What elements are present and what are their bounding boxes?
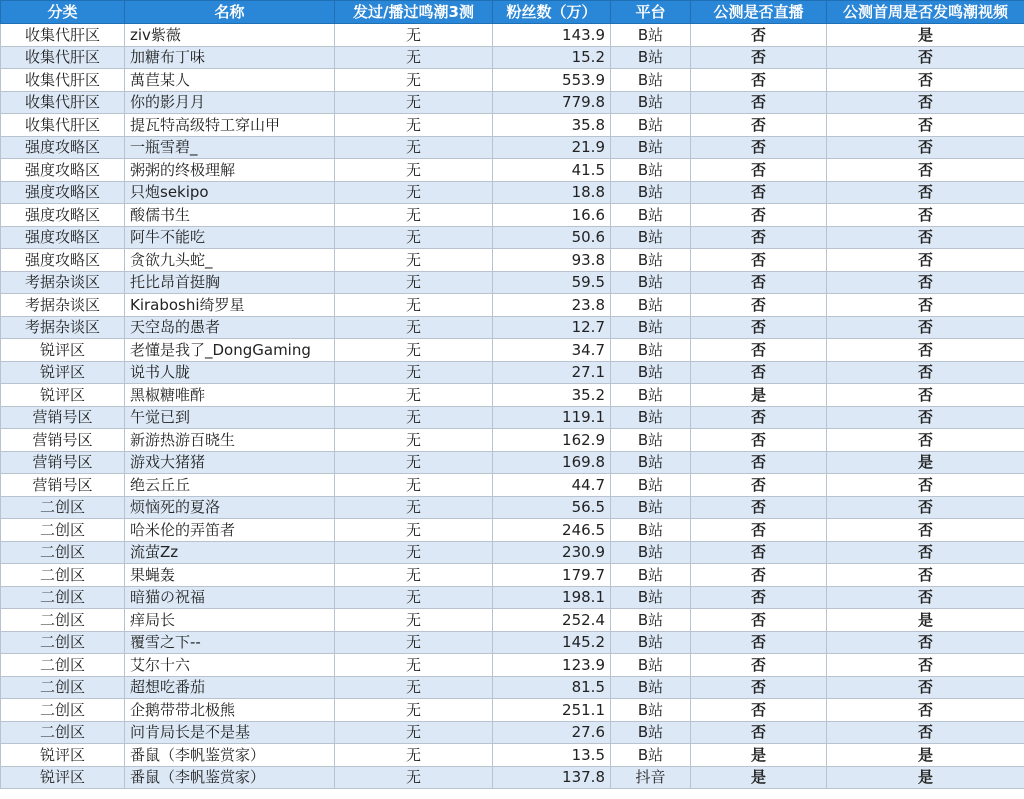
cell-category[interactable]: 收集代肝区: [1, 91, 125, 114]
cell-played-beta3[interactable]: 无: [335, 586, 493, 609]
cell-category[interactable]: 锐评区: [1, 339, 125, 362]
cell-category[interactable]: 营销号区: [1, 406, 125, 429]
cell-first-week-video[interactable]: 否: [827, 429, 1024, 452]
cell-first-week-video[interactable]: 否: [827, 114, 1024, 137]
cell-played-beta3[interactable]: 无: [335, 631, 493, 654]
cell-category[interactable]: 二创区: [1, 586, 125, 609]
cell-category[interactable]: 收集代肝区: [1, 46, 125, 69]
cell-name[interactable]: 哈米伦的弄笛者: [125, 519, 335, 542]
cell-played-beta3[interactable]: 无: [335, 699, 493, 722]
cell-first-week-video[interactable]: 否: [827, 699, 1024, 722]
cell-followers[interactable]: 162.9: [493, 429, 611, 452]
table-row: [1, 676, 1024, 699]
cell-first-week-video[interactable]: 否: [827, 249, 1024, 272]
cell-platform[interactable]: B站: [611, 159, 691, 182]
table-row: [1, 114, 1024, 137]
cell-played-beta3[interactable]: 无: [335, 474, 493, 497]
cell-first-week-video[interactable]: 否: [827, 406, 1024, 429]
cell-followers[interactable]: 169.8: [493, 451, 611, 474]
cell-first-week-video[interactable]: 否: [827, 69, 1024, 92]
header-platform[interactable]: 平台: [611, 1, 691, 24]
cell-name[interactable]: 托比昂首挺胸: [125, 271, 335, 294]
cell-name[interactable]: 企鹅带带北极熊: [125, 699, 335, 722]
table-row: [1, 249, 1024, 272]
cell-followers[interactable]: 12.7: [493, 316, 611, 339]
cell-first-week-video[interactable]: 否: [827, 159, 1024, 182]
cell-name[interactable]: 一瓶雪碧_: [125, 136, 335, 159]
cell-category[interactable]: 锐评区: [1, 744, 125, 767]
header-launch-live[interactable]: 公测是否直播: [691, 1, 827, 24]
cell-played-beta3[interactable]: 无: [335, 226, 493, 249]
cell-category[interactable]: 收集代肝区: [1, 114, 125, 137]
cell-platform[interactable]: B站: [611, 91, 691, 114]
table-row: [1, 586, 1024, 609]
cell-name[interactable]: 游戏大猪猪: [125, 451, 335, 474]
cell-category[interactable]: 二创区: [1, 609, 125, 632]
cell-played-beta3[interactable]: 无: [335, 384, 493, 407]
cell-platform[interactable]: B站: [611, 721, 691, 744]
cell-platform[interactable]: B站: [611, 406, 691, 429]
cell-followers[interactable]: 56.5: [493, 496, 611, 519]
header-category[interactable]: 分类: [1, 1, 125, 24]
cell-platform[interactable]: B站: [611, 294, 691, 317]
cell-name[interactable]: 烦恼死的夏洛: [125, 496, 335, 519]
cell-launch-live[interactable]: 否: [691, 676, 827, 699]
cell-category[interactable]: 二创区: [1, 676, 125, 699]
cell-launch-live[interactable]: 否: [691, 451, 827, 474]
cell-first-week-video[interactable]: 否: [827, 384, 1024, 407]
cell-played-beta3[interactable]: 无: [335, 541, 493, 564]
cell-category[interactable]: 锐评区: [1, 361, 125, 384]
cell-followers[interactable]: 15.2: [493, 46, 611, 69]
cell-played-beta3[interactable]: 无: [335, 406, 493, 429]
cell-played-beta3[interactable]: 无: [335, 271, 493, 294]
cell-launch-live[interactable]: 否: [691, 474, 827, 497]
cell-name[interactable]: 新游热游百晓生: [125, 429, 335, 452]
table-row: [1, 294, 1024, 317]
cell-followers[interactable]: 35.8: [493, 114, 611, 137]
cell-platform[interactable]: B站: [611, 496, 691, 519]
cell-played-beta3[interactable]: 无: [335, 361, 493, 384]
cell-launch-live[interactable]: 否: [691, 24, 827, 47]
table-row: [1, 181, 1024, 204]
cell-first-week-video[interactable]: 否: [827, 294, 1024, 317]
cell-name[interactable]: 粥粥的终极理解: [125, 159, 335, 182]
cell-followers[interactable]: 41.5: [493, 159, 611, 182]
cell-first-week-video[interactable]: 否: [827, 631, 1024, 654]
cell-platform[interactable]: B站: [611, 249, 691, 272]
cell-name[interactable]: 超想吃番茄: [125, 676, 335, 699]
cell-played-beta3[interactable]: 无: [335, 496, 493, 519]
cell-followers[interactable]: 179.7: [493, 564, 611, 587]
cell-platform[interactable]: B站: [611, 69, 691, 92]
cell-followers[interactable]: 123.9: [493, 654, 611, 677]
cell-platform[interactable]: B站: [611, 361, 691, 384]
cell-first-week-video[interactable]: 否: [827, 271, 1024, 294]
table-row: [1, 204, 1024, 227]
cell-name[interactable]: 只炮sekipo: [125, 181, 335, 204]
cell-launch-live[interactable]: 否: [691, 204, 827, 227]
cell-followers[interactable]: 252.4: [493, 609, 611, 632]
cell-category[interactable]: 收集代肝区: [1, 24, 125, 47]
cell-followers[interactable]: 230.9: [493, 541, 611, 564]
cell-name[interactable]: 覆雪之下--: [125, 631, 335, 654]
cell-platform[interactable]: B站: [611, 474, 691, 497]
cell-first-week-video[interactable]: 否: [827, 91, 1024, 114]
table-row: [1, 564, 1024, 587]
cell-category[interactable]: 收集代肝区: [1, 69, 125, 92]
cell-name[interactable]: 问肯局长是不是基: [125, 721, 335, 744]
cell-category[interactable]: 强度攻略区: [1, 159, 125, 182]
cell-first-week-video[interactable]: 否: [827, 46, 1024, 69]
cell-launch-live[interactable]: 否: [691, 69, 827, 92]
cell-launch-live[interactable]: 否: [691, 361, 827, 384]
cell-followers[interactable]: 145.2: [493, 631, 611, 654]
cell-followers[interactable]: 27.6: [493, 721, 611, 744]
cell-category[interactable]: 二创区: [1, 496, 125, 519]
cell-played-beta3[interactable]: 无: [335, 609, 493, 632]
cell-followers[interactable]: 27.1: [493, 361, 611, 384]
cell-platform[interactable]: B站: [611, 609, 691, 632]
cell-first-week-video[interactable]: 否: [827, 541, 1024, 564]
cell-launch-live[interactable]: 否: [691, 136, 827, 159]
cell-first-week-video[interactable]: 否: [827, 676, 1024, 699]
cell-launch-live[interactable]: 否: [691, 699, 827, 722]
header-followers[interactable]: 粉丝数（万）: [493, 1, 611, 24]
cell-name[interactable]: 阿牛不能吃: [125, 226, 335, 249]
cell-first-week-video[interactable]: 否: [827, 496, 1024, 519]
cell-category[interactable]: 二创区: [1, 699, 125, 722]
table-row: [1, 496, 1024, 519]
cell-first-week-video[interactable]: 否: [827, 136, 1024, 159]
cell-launch-live[interactable]: 否: [691, 609, 827, 632]
cell-played-beta3[interactable]: 无: [335, 69, 493, 92]
cell-followers[interactable]: 553.9: [493, 69, 611, 92]
cell-platform[interactable]: B站: [611, 654, 691, 677]
cell-launch-live[interactable]: 否: [691, 46, 827, 69]
cell-platform[interactable]: B站: [611, 744, 691, 767]
table-row: [1, 519, 1024, 542]
cell-category[interactable]: 强度攻略区: [1, 226, 125, 249]
table-row: [1, 91, 1024, 114]
cell-launch-live[interactable]: 否: [691, 721, 827, 744]
header-row: [1, 1, 1024, 24]
table-row: [1, 609, 1024, 632]
table-row: [1, 384, 1024, 407]
cell-name[interactable]: 提瓦特高级特工穿山甲: [125, 114, 335, 137]
cell-category[interactable]: 二创区: [1, 654, 125, 677]
cell-launch-live[interactable]: 否: [691, 159, 827, 182]
cell-followers[interactable]: 35.2: [493, 384, 611, 407]
cell-first-week-video[interactable]: 否: [827, 474, 1024, 497]
cell-followers[interactable]: 198.1: [493, 586, 611, 609]
cell-category[interactable]: 考据杂谈区: [1, 271, 125, 294]
table-row: [1, 271, 1024, 294]
cell-launch-live[interactable]: 否: [691, 654, 827, 677]
cell-played-beta3[interactable]: 无: [335, 114, 493, 137]
table-row: [1, 451, 1024, 474]
cell-category[interactable]: 营销号区: [1, 451, 125, 474]
cell-first-week-video[interactable]: 是: [827, 766, 1024, 789]
cell-category[interactable]: 强度攻略区: [1, 249, 125, 272]
cell-name[interactable]: 黑椒糖唯酢: [125, 384, 335, 407]
cell-category[interactable]: 二创区: [1, 519, 125, 542]
table-row: [1, 69, 1024, 92]
cell-played-beta3[interactable]: 无: [335, 91, 493, 114]
cell-launch-live[interactable]: 否: [691, 271, 827, 294]
cell-played-beta3[interactable]: 无: [335, 24, 493, 47]
table-row: [1, 339, 1024, 362]
table-row: [1, 361, 1024, 384]
cell-name[interactable]: 番鼠（李帆鉴赏家）: [125, 744, 335, 767]
cell-platform[interactable]: B站: [611, 564, 691, 587]
cell-launch-live[interactable]: 否: [691, 586, 827, 609]
cell-launch-live[interactable]: 否: [691, 249, 827, 272]
cell-platform[interactable]: B站: [611, 384, 691, 407]
cell-name[interactable]: 流萤Zz: [125, 541, 335, 564]
cell-name[interactable]: 艾尔十六: [125, 654, 335, 677]
cell-platform[interactable]: B站: [611, 519, 691, 542]
cell-first-week-video[interactable]: 否: [827, 316, 1024, 339]
cell-name[interactable]: 酸儒书生: [125, 204, 335, 227]
cell-followers[interactable]: 251.1: [493, 699, 611, 722]
table-row: [1, 159, 1024, 182]
cell-platform[interactable]: B站: [611, 699, 691, 722]
cell-played-beta3[interactable]: 无: [335, 181, 493, 204]
cell-followers[interactable]: 23.8: [493, 294, 611, 317]
cell-followers[interactable]: 246.5: [493, 519, 611, 542]
cell-first-week-video[interactable]: 是: [827, 609, 1024, 632]
header-played-beta3[interactable]: 发过/播过鸣潮3测: [335, 1, 493, 24]
cell-played-beta3[interactable]: 无: [335, 654, 493, 677]
cell-played-beta3[interactable]: 无: [335, 721, 493, 744]
cell-first-week-video[interactable]: 否: [827, 204, 1024, 227]
cell-launch-live[interactable]: 否: [691, 181, 827, 204]
cell-platform[interactable]: 抖音: [611, 766, 691, 789]
cell-name[interactable]: 果蝇轰: [125, 564, 335, 587]
cell-first-week-video[interactable]: 是: [827, 744, 1024, 767]
header-name[interactable]: 名称: [125, 1, 335, 24]
cell-played-beta3[interactable]: 无: [335, 339, 493, 362]
cell-played-beta3[interactable]: 无: [335, 744, 493, 767]
cell-name[interactable]: 加糖布丁味: [125, 46, 335, 69]
cell-first-week-video[interactable]: 否: [827, 339, 1024, 362]
cell-first-week-video[interactable]: 否: [827, 181, 1024, 204]
cell-platform[interactable]: B站: [611, 24, 691, 47]
cell-name[interactable]: 你的影月月: [125, 91, 335, 114]
cell-played-beta3[interactable]: 无: [335, 136, 493, 159]
cell-platform[interactable]: B站: [611, 451, 691, 474]
cell-first-week-video[interactable]: 否: [827, 361, 1024, 384]
table-row: [1, 631, 1024, 654]
cell-played-beta3[interactable]: 无: [335, 676, 493, 699]
cell-followers[interactable]: 779.8: [493, 91, 611, 114]
cell-category[interactable]: 考据杂谈区: [1, 316, 125, 339]
cell-launch-live[interactable]: 否: [691, 496, 827, 519]
cell-launch-live[interactable]: 否: [691, 429, 827, 452]
cell-followers[interactable]: 81.5: [493, 676, 611, 699]
cell-platform[interactable]: B站: [611, 541, 691, 564]
cell-name[interactable]: 午觉已到: [125, 406, 335, 429]
cell-first-week-video[interactable]: 否: [827, 226, 1024, 249]
cell-played-beta3[interactable]: 无: [335, 46, 493, 69]
cell-category[interactable]: 考据杂谈区: [1, 294, 125, 317]
table-row: [1, 24, 1024, 47]
cell-platform[interactable]: B站: [611, 631, 691, 654]
cell-category[interactable]: 二创区: [1, 631, 125, 654]
cell-first-week-video[interactable]: 否: [827, 721, 1024, 744]
cell-launch-live[interactable]: 否: [691, 91, 827, 114]
cell-category[interactable]: 强度攻略区: [1, 204, 125, 227]
cell-played-beta3[interactable]: 无: [335, 451, 493, 474]
cell-name[interactable]: 暗猫の祝福: [125, 586, 335, 609]
table-row: [1, 744, 1024, 767]
cell-platform[interactable]: B站: [611, 46, 691, 69]
table-row: [1, 699, 1024, 722]
cell-platform[interactable]: B站: [611, 339, 691, 362]
table-row: [1, 226, 1024, 249]
cell-category[interactable]: 二创区: [1, 541, 125, 564]
cell-name[interactable]: 痒局长: [125, 609, 335, 632]
cell-first-week-video[interactable]: 否: [827, 519, 1024, 542]
cell-category[interactable]: 强度攻略区: [1, 181, 125, 204]
table-row: [1, 46, 1024, 69]
cell-played-beta3[interactable]: 无: [335, 766, 493, 789]
cell-category[interactable]: 强度攻略区: [1, 136, 125, 159]
cell-played-beta3[interactable]: 无: [335, 316, 493, 339]
cell-launch-live[interactable]: 否: [691, 114, 827, 137]
cell-platform[interactable]: B站: [611, 226, 691, 249]
cell-followers[interactable]: 59.5: [493, 271, 611, 294]
cell-followers[interactable]: 143.9: [493, 24, 611, 47]
cell-name[interactable]: 萬苣某人: [125, 69, 335, 92]
cell-played-beta3[interactable]: 无: [335, 519, 493, 542]
cell-platform[interactable]: B站: [611, 204, 691, 227]
cell-followers[interactable]: 34.7: [493, 339, 611, 362]
cell-name[interactable]: 说书人胧: [125, 361, 335, 384]
cell-name[interactable]: ziv紫薇: [125, 24, 335, 47]
cell-name[interactable]: 老懂是我了_DongGaming: [125, 339, 335, 362]
cell-launch-live[interactable]: 否: [691, 519, 827, 542]
cell-played-beta3[interactable]: 无: [335, 249, 493, 272]
cell-followers[interactable]: 93.8: [493, 249, 611, 272]
cell-launch-live[interactable]: 否: [691, 406, 827, 429]
table-row: [1, 316, 1024, 339]
cell-platform[interactable]: B站: [611, 429, 691, 452]
cell-launch-live[interactable]: 是: [691, 384, 827, 407]
cell-first-week-video[interactable]: 是: [827, 24, 1024, 47]
header-first-week-video[interactable]: 公测首周是否发鸣潮视频: [827, 1, 1024, 24]
table-row: [1, 429, 1024, 452]
cell-platform[interactable]: B站: [611, 136, 691, 159]
cell-category[interactable]: 二创区: [1, 721, 125, 744]
cell-platform[interactable]: B站: [611, 271, 691, 294]
cell-platform[interactable]: B站: [611, 586, 691, 609]
cell-followers[interactable]: 50.6: [493, 226, 611, 249]
cell-first-week-video[interactable]: 否: [827, 586, 1024, 609]
cell-category[interactable]: 锐评区: [1, 384, 125, 407]
cell-platform[interactable]: B站: [611, 316, 691, 339]
table-row: [1, 406, 1024, 429]
cell-first-week-video[interactable]: 否: [827, 654, 1024, 677]
table-row: [1, 766, 1024, 789]
cell-name[interactable]: 贪欲九头蛇_: [125, 249, 335, 272]
cell-followers[interactable]: 119.1: [493, 406, 611, 429]
cell-played-beta3[interactable]: 无: [335, 204, 493, 227]
cell-launch-live[interactable]: 是: [691, 744, 827, 767]
cell-followers[interactable]: 13.5: [493, 744, 611, 767]
cell-followers[interactable]: 21.9: [493, 136, 611, 159]
cell-launch-live[interactable]: 否: [691, 541, 827, 564]
cell-category[interactable]: 营销号区: [1, 429, 125, 452]
cell-category[interactable]: 营销号区: [1, 474, 125, 497]
cell-platform[interactable]: B站: [611, 114, 691, 137]
cell-followers[interactable]: 137.8: [493, 766, 611, 789]
table-body: [1, 24, 1024, 789]
table-row: [1, 541, 1024, 564]
cell-launch-live[interactable]: 否: [691, 564, 827, 587]
cell-name[interactable]: 天空岛的愚者: [125, 316, 335, 339]
cell-launch-live[interactable]: 否: [691, 316, 827, 339]
cell-name[interactable]: 番鼠（李帆鉴赏家）: [125, 766, 335, 789]
cell-launch-live[interactable]: 否: [691, 339, 827, 362]
cell-played-beta3[interactable]: 无: [335, 294, 493, 317]
table-row: [1, 654, 1024, 677]
cell-first-week-video[interactable]: 是: [827, 451, 1024, 474]
cell-launch-live[interactable]: 否: [691, 294, 827, 317]
table-row: [1, 721, 1024, 744]
cell-followers[interactable]: 16.6: [493, 204, 611, 227]
table-row: [1, 474, 1024, 497]
cell-played-beta3[interactable]: 无: [335, 159, 493, 182]
cell-platform[interactable]: B站: [611, 676, 691, 699]
cell-platform[interactable]: B站: [611, 181, 691, 204]
cell-category[interactable]: 锐评区: [1, 766, 125, 789]
table-row: [1, 136, 1024, 159]
cell-name[interactable]: Kiraboshi绮罗星: [125, 294, 335, 317]
cell-launch-live[interactable]: 否: [691, 226, 827, 249]
cell-played-beta3[interactable]: 无: [335, 429, 493, 452]
cell-first-week-video[interactable]: 否: [827, 564, 1024, 587]
cell-played-beta3[interactable]: 无: [335, 564, 493, 587]
cell-name[interactable]: 绝云丘丘: [125, 474, 335, 497]
cell-followers[interactable]: 44.7: [493, 474, 611, 497]
cell-followers[interactable]: 18.8: [493, 181, 611, 204]
cell-category[interactable]: 二创区: [1, 564, 125, 587]
cell-launch-live[interactable]: 否: [691, 631, 827, 654]
cell-launch-live[interactable]: 是: [691, 766, 827, 789]
